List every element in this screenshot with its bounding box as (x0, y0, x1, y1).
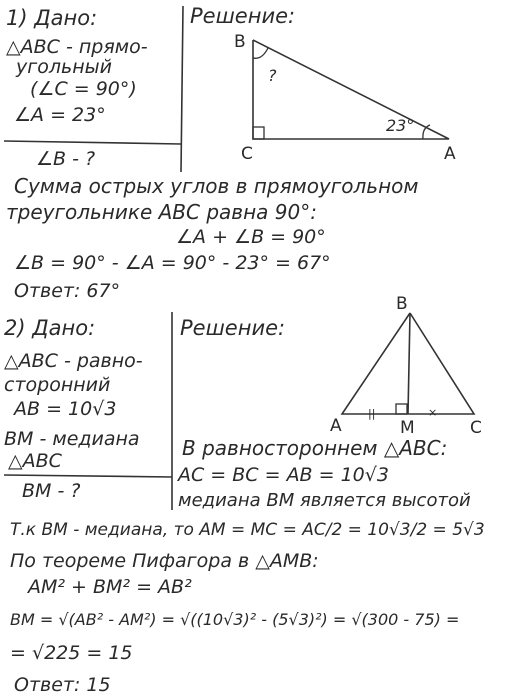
p2-text-line4: Т.к BM - медиана, то AM = MC = AC/2 = 10√3/2 = 5√3 (10, 520, 485, 540)
p2-eq1: AM² + BM² = AB² (28, 576, 192, 598)
p2-text-line2: AC = BC = AB = 10√3 (178, 464, 389, 486)
p2-vertex-a: A (330, 416, 342, 436)
p1-given-title: 1) Дано: (6, 6, 98, 30)
p1-solution-title: Решение: (190, 4, 296, 28)
p1-given-line1: △ABC - прямо- (6, 36, 148, 58)
p2-vertex-c: C (470, 418, 482, 438)
p2-answer: Ответ: 15 (14, 674, 111, 696)
p1-right-angle-mark (253, 127, 264, 139)
p1-find-divider (4, 141, 181, 144)
p1-eq1: ∠A + ∠B = 90° (176, 226, 326, 248)
p1-vertex-c: C (241, 144, 253, 164)
p1-triangle (253, 40, 449, 139)
p1-vertical-divider (181, 6, 183, 172)
p1-vertex-b: B (234, 32, 246, 52)
p1-angle-b-label: ? (268, 66, 277, 85)
p2-given-line4: BM - медиана (4, 428, 140, 450)
p1-find: ∠B - ? (36, 148, 96, 170)
p2-median-bm (408, 313, 410, 414)
p2-given-line3: AB = 10√3 (14, 398, 117, 420)
p1-vertex-a: A (444, 144, 456, 164)
p2-vertex-b: B (396, 294, 408, 314)
p2-vertex-m: M (400, 418, 415, 438)
p1-given-line2: угольный (16, 56, 112, 78)
p1-given-line4: ∠A = 23° (14, 104, 106, 126)
p1-text-line2: треугольнике ABC равна 90°: (6, 200, 317, 224)
p2-text-line1: В равностороннем △ABC: (182, 436, 448, 460)
p2-tick-left: || (368, 407, 376, 420)
p2-eq3: = √225 = 15 (10, 642, 133, 664)
p2-text-line5: По теореме Пифагора в △AMB: (10, 550, 319, 572)
p1-eq2: ∠B = 90° - ∠A = 90° - 23° = 67° (14, 252, 331, 274)
p2-eq2: BM = √(AB² - AM²) = √((10√3)² - (5√3)²) = √(300 - 75) = (10, 610, 460, 629)
p2-find-divider (4, 475, 172, 477)
p2-right-angle-mark (396, 404, 407, 414)
p2-tick-right: × (428, 406, 438, 419)
p2-given-line2: сторонний (4, 374, 111, 396)
p2-solution-title: Решение: (180, 316, 286, 340)
p2-find: BM - ? (22, 480, 81, 502)
p2-given-line1: △ABC - равно- (4, 350, 143, 372)
p1-angle-b-arc (253, 48, 268, 58)
p1-given-line3: (∠C = 90°) (30, 78, 137, 100)
p2-given-line5: △ABC (8, 450, 62, 472)
p2-text-line3: медиана BM является высотой (178, 490, 471, 511)
p1-angle-a-label: 23° (386, 116, 415, 135)
p2-given-title: 2) Дано: (4, 316, 96, 340)
p1-text-line1: Сумма острых углов в прямоугольном (14, 174, 419, 198)
p1-answer: Ответ: 67° (14, 280, 121, 302)
